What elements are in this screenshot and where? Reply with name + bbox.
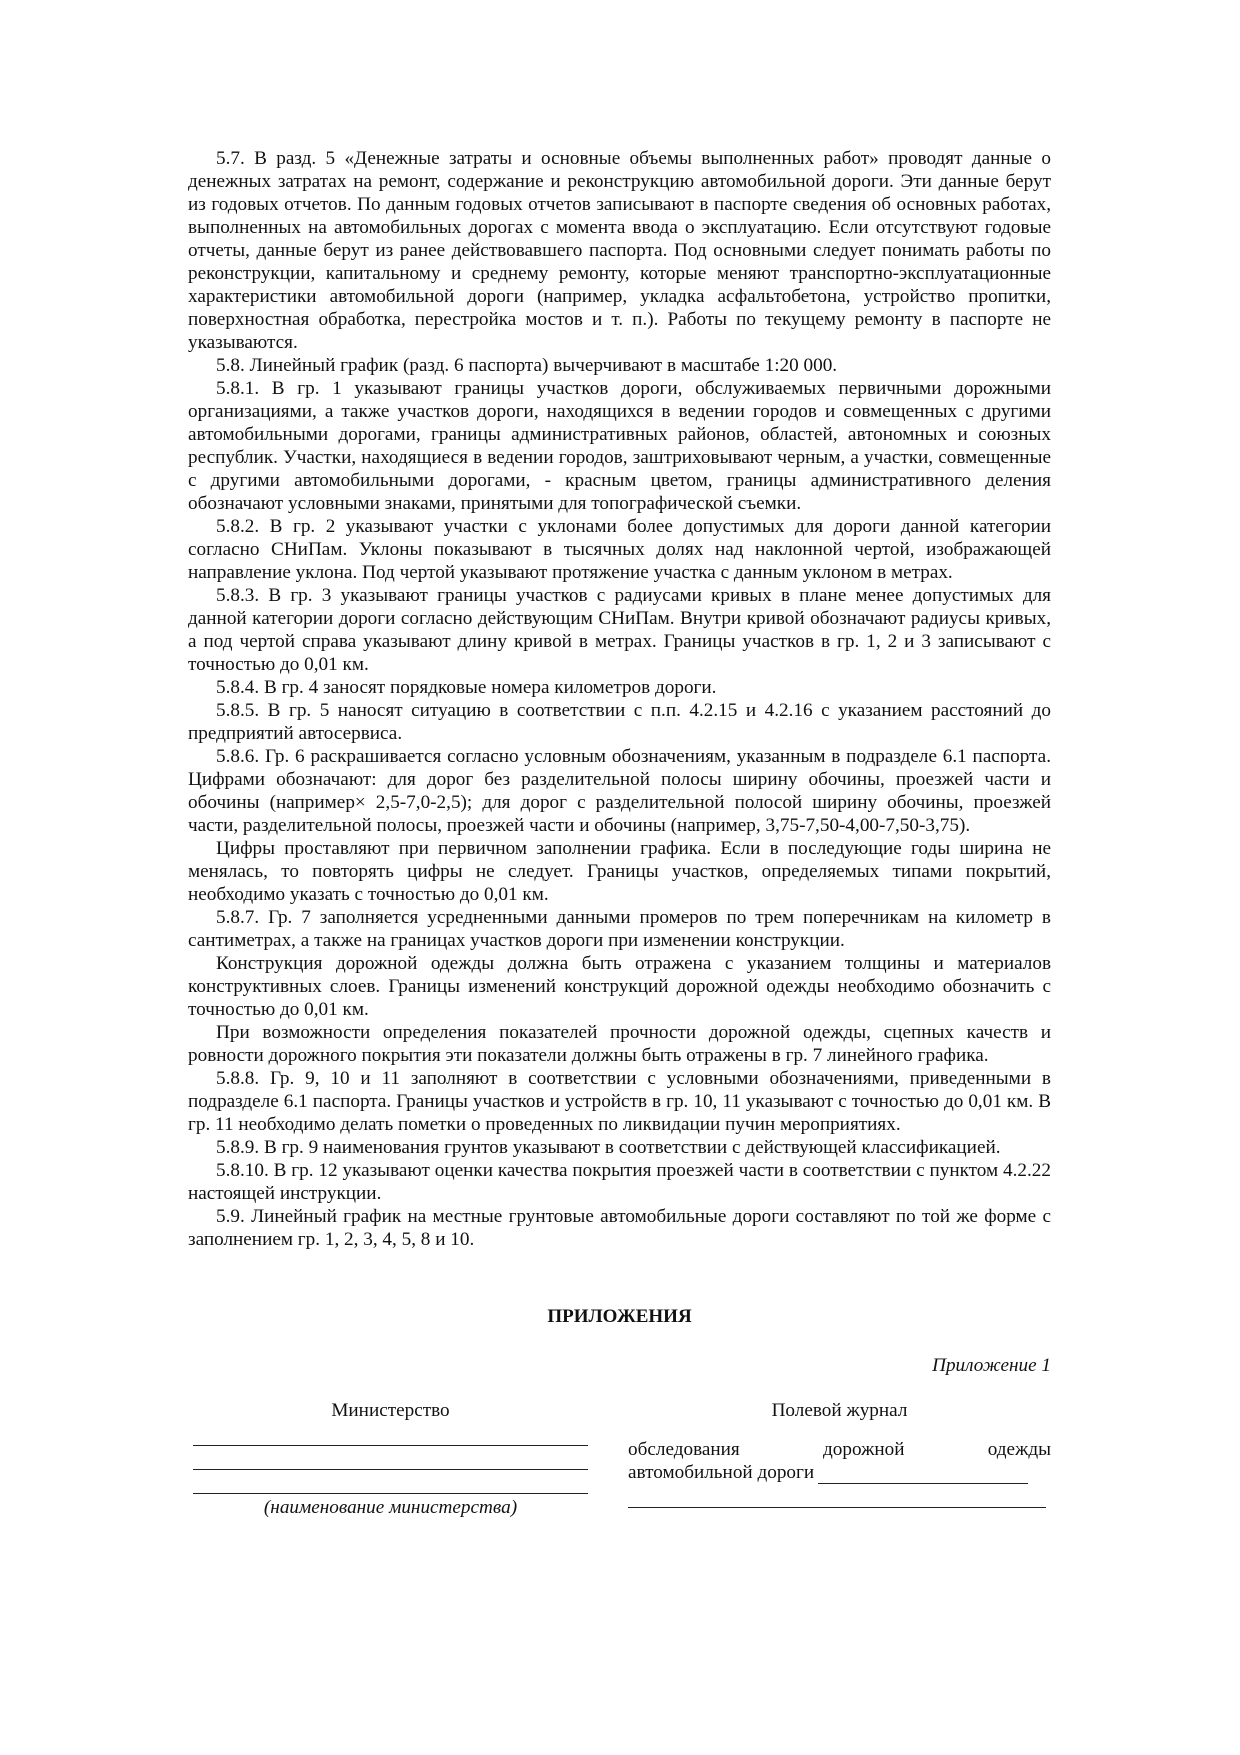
journal-form bbox=[188, 1399, 1051, 1599]
paragraph-5-8: 5.8. Линейный график (разд. 6 паспорта) вычерчивают в масштабе 1:20 000. bbox=[216, 355, 838, 376]
journal-road-line bbox=[628, 1461, 1051, 1484]
paragraph-construction: Конструкция дорожной одежды должна быть отражена с указанием толщины и материалов конструктивных слоев. Границы изменений конструкций дорожной одежды необходимо обозначить с точностью до 0,01 км. bbox=[188, 953, 1051, 1020]
ministry-line-2 bbox=[193, 1446, 588, 1470]
paragraph-5-8-5: 5.8.5. В гр. 5 наносят ситуацию в соответствии с п.п. 4.2.15 и 4.2.16 с указанием расстояний до предприятий автосервиса. bbox=[188, 700, 1051, 744]
appendix-heading: ПРИЛОЖЕНИЯ bbox=[547, 1306, 692, 1327]
paragraph-5-8-9: 5.8.9. В гр. 9 наименования грунтов указывают в соответствии с действующей классификацией. bbox=[216, 1137, 1001, 1158]
paragraph-5-8-2: 5.8.2. В гр. 2 указывают участки с уклонами более допустимых для дороги данной категории согласно СНиПам. Уклоны показывают в тысячных долях над наклонной чертой, изображающей направление уклона. Под чертой указывают протяжение участка с данным уклоном в метрах. bbox=[188, 516, 1051, 583]
journal-line-2 bbox=[628, 1484, 1046, 1508]
journal-word-3: одежды bbox=[987, 1439, 1051, 1460]
paragraph-5-7: 5.7. В разд. 5 «Денежные затраты и основные объемы выполненных работ» проводят данные о денежных затратах на ремонт, содержание и реконструкцию автомобильной дороги. Эти данные берут из годовых отчетов. По данным годовых отчетов записывают в паспорте сведения об основных работах, выполненных на автомобильных дорогах с момента ввода о эксплуатацию. Если отсутствуют годовые отчеты, данные берут из ранее действовавшего паспорта. Под основными следует понимать работы по реконструкции, капитальному и среднему ремонту, которые меняют транспортно-эксплуатационные характеристики автомобильной дороги (например, укладка асфальтобетона, устройство пропитки, поверхностная обработка, перестройка мостов и т. п.). Работы по текущему ремонту в паспорте не указываются. bbox=[188, 148, 1051, 353]
paragraph-5-8-6: 5.8.6. Гр. 6 раскрашивается согласно условным обозначениям, указанным в подразделе 6.1 паспорта. Цифрами обозначают: для дорог без разделительной полосы ширину обочины, проезжей части и обочины (например× 2,5-7,0-2,5); для дорог с разделительной полосой ширину обочины, проезжей части, разделительной полосы, проезжей части и обочины (например, 3,75-7,50-4,00-7,50-3,75). bbox=[188, 746, 1051, 836]
journal-word-1: обследования bbox=[628, 1439, 740, 1460]
road-name-fill-line bbox=[818, 1463, 1028, 1484]
ministry-caption: (наименование министерства) bbox=[263, 1497, 518, 1518]
ministry-line-1 bbox=[193, 1422, 588, 1446]
ministry-block bbox=[193, 1399, 588, 1519]
paragraph-digits: Цифры проставляют при первичном заполнении графика. Если в последующие годы ширина не менялась, то повторять цифры не следует. Границы участков, определяемых типами покрытий, необходимо указать с точностью до 0,01 км. bbox=[188, 838, 1051, 905]
journal-block bbox=[628, 1399, 1051, 1508]
journal-word-2: дорожной bbox=[823, 1439, 905, 1460]
paragraph-5-9: 5.9. Линейный график на местные грунтовые автомобильные дороги составляют по той же форме с заполнением гр. 1, 2, 3, 4, 5, 8 и 10. bbox=[188, 1206, 1051, 1250]
journal-road-label: автомобильной дороги bbox=[628, 1462, 815, 1483]
ministry-line-3 bbox=[193, 1470, 588, 1494]
ministry-title: Министерство bbox=[331, 1400, 450, 1421]
journal-title: Полевой журнал bbox=[771, 1400, 908, 1421]
appendix-label: Приложение 1 bbox=[932, 1355, 1051, 1376]
paragraph-5-8-8: 5.8.8. Гр. 9, 10 и 11 заполняют в соответствии с условными обозначениями, приведенными в подразделе 6.1 паспорта. Границы участков и устройств в гр. 10, 11 указывают с точностью до 0,01 км. В гр. 11 необходимо делать пометки о проведенных по ликвидации пучин мероприятиях. bbox=[188, 1068, 1051, 1135]
paragraph-5-8-10: 5.8.10. В гр. 12 указывают оценки качества покрытия проезжей части в соответствии с пунктом 4.2.22 настоящей инструкции. bbox=[188, 1160, 1051, 1204]
paragraph-5-8-4: 5.8.4. В гр. 4 заносят порядковые номера километров дороги. bbox=[216, 677, 717, 698]
paragraph-5-8-7: 5.8.7. Гр. 7 заполняется усредненными данными промеров по трем поперечникам на километр в сантиметрах, а также на границах участков дороги при изменении конструкции. bbox=[188, 907, 1051, 951]
document-page bbox=[188, 147, 1051, 1599]
paragraph-5-8-3: 5.8.3. В гр. 3 указывают границы участков с радиусами кривых в плане менее допустимых для данной категории дороги согласно действующим СНиПам. Внутри кривой обозначают радиусы кривых, а под чертой справа указывают длину кривой в метрах. Границы участков в гр. 1, 2 и 3 записывают с точностью до 0,01 км. bbox=[188, 585, 1051, 675]
paragraph-5-8-1: 5.8.1. В гр. 1 указывают границы участков дороги, обслуживаемых первичными дорожными организациями, а также участков дороги, находящихся в ведении городов и совмещенных с другими автомобильными дорогами, границы административных районов, областей, автономных и союзных республик. Участки, находящиеся в ведении городов, заштриховывают черным, а участки, совмещенные с другими автомобильными дорогами, - красным цветом, границы административного деления обозначают условными знаками, принятыми для топографической съемки. bbox=[188, 378, 1051, 514]
paragraph-strength: При возможности определения показателей прочности дорожной одежды, сцепных качеств и ровности дорожного покрытия эти показатели должны быть отражены в гр. 7 линейного графика. bbox=[188, 1022, 1051, 1066]
journal-subtitle bbox=[628, 1438, 1051, 1461]
